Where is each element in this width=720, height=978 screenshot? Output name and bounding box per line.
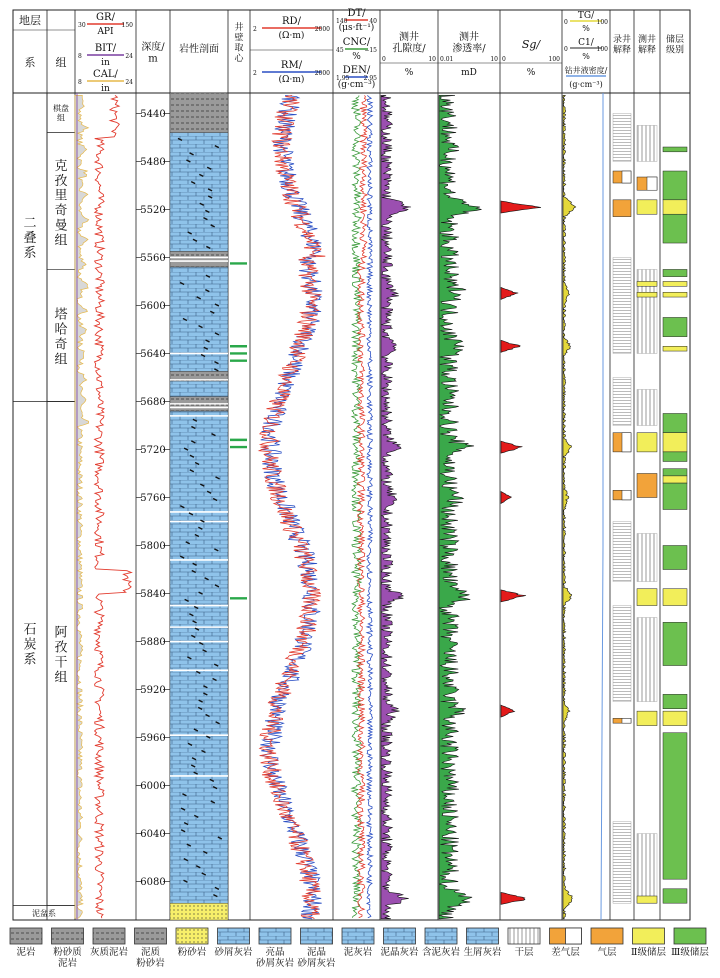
- depth-tick-label: 6080: [140, 877, 166, 889]
- cnc-max: −15: [364, 47, 377, 54]
- legend-label-class3: Ⅲ级储层: [671, 947, 709, 958]
- depth-tick-label: 5640: [140, 348, 166, 360]
- sg-peak: [501, 590, 526, 602]
- wl-interp-interval: [637, 473, 657, 497]
- bit-label: BIT/: [94, 43, 117, 54]
- legend-label-calc_mudstone: 灰质泥岩: [89, 947, 129, 958]
- dt-label: DT/: [347, 8, 366, 19]
- wl-dry-layer: [637, 125, 657, 161]
- mudlog-dry-layer: [613, 606, 631, 702]
- rd-label: RD/: [282, 16, 301, 27]
- legend-swatch-muddy_limestone: [425, 928, 457, 944]
- wl-interp-header: 测井解释: [637, 35, 657, 56]
- c1-unit: %: [582, 52, 590, 61]
- mudlog-dry-layer: [613, 257, 631, 353]
- cnc-label: CNC/: [342, 37, 371, 48]
- mudlog-dry-layer: [613, 522, 631, 582]
- perm-header: 测井渗透率/: [452, 32, 486, 55]
- mudlog-interp-interval-poor-half: [622, 433, 631, 452]
- depth-tick-label: 5800: [140, 541, 166, 553]
- legend-swatch-bioclastic: [467, 928, 499, 944]
- lithology-bed: [170, 903, 228, 920]
- lithology-header: 岩性剖面: [179, 44, 219, 55]
- wl-dry-layer: [637, 834, 657, 904]
- tg-max: 100: [596, 19, 608, 26]
- bit-min: 8: [78, 53, 82, 60]
- reservoir-grade-interval: [663, 413, 687, 432]
- depth-tick-label: 5520: [140, 204, 166, 216]
- cal-label: CAL/: [93, 69, 118, 80]
- porosity-header: 测井孔隙度/: [392, 32, 426, 55]
- reservoir-grade-interval: [663, 269, 687, 276]
- depth-tick-label: 5600: [140, 300, 166, 312]
- legend-label-mudstone: 泥岩: [16, 947, 36, 958]
- wl-interp-interval: [637, 281, 657, 286]
- chart-frame: [13, 10, 690, 920]
- mud-density-curve: [601, 93, 603, 920]
- depth-tick-label: 6040: [140, 829, 166, 841]
- den-min: 1.95: [336, 75, 350, 82]
- legend-label-poor_gas: 差气层: [551, 947, 580, 958]
- reservoir-grade-interval: [663, 694, 687, 708]
- legend-swatch-class3: [674, 928, 706, 944]
- reservoir-grade-interval: [663, 483, 687, 509]
- rd-min: 2: [253, 26, 257, 33]
- legend-swatch-calc_mudstone: [93, 928, 125, 944]
- grade-header: 储层级别: [665, 35, 685, 56]
- bit-max: 24: [125, 53, 133, 60]
- mudlog-interp-interval-poor-half: [622, 490, 631, 500]
- legend-swatch-dry: [508, 928, 540, 944]
- legend-swatch-marl: [342, 928, 374, 944]
- cal-max: 24: [125, 79, 133, 86]
- wl-interp-interval: [637, 200, 657, 214]
- lithology-bed: [170, 251, 228, 267]
- wl-interp-interval: [637, 292, 657, 297]
- strat-header: 地层: [19, 14, 41, 27]
- rd-max: 2000: [314, 26, 330, 33]
- cal-min: 8: [78, 79, 82, 86]
- sg-peak: [501, 287, 518, 299]
- depth-tick-label: 5560: [140, 252, 166, 264]
- mudlog-header: 录井解释: [612, 35, 632, 56]
- legend-swatch-micrite_limestone: [384, 928, 416, 944]
- c1-label: C1/: [578, 38, 594, 48]
- por-min: 0: [382, 56, 386, 63]
- system-name: 泥盆系: [32, 908, 56, 918]
- mudlog-dry-layer: [613, 822, 631, 904]
- legend-label-silty_mudstone: 粉砂质泥岩: [53, 947, 82, 969]
- sg-peak: [501, 892, 525, 904]
- wl-interp-interval: [637, 589, 657, 606]
- group-name: 塔哈奇组: [54, 307, 68, 368]
- wl-dry-layer: [637, 534, 657, 582]
- sg-peak: [501, 441, 522, 453]
- dt-curve: [357, 95, 367, 917]
- sg-peak: [501, 340, 520, 352]
- legend-swatch-class2: [633, 928, 665, 944]
- reservoir-grade-interval: [663, 214, 687, 243]
- reservoir-grade-interval: [663, 622, 687, 665]
- legend-label-marl: 泥灰岩: [343, 947, 373, 958]
- depth-tick-label: 5480: [140, 156, 166, 168]
- legend-label-sandy_limestone: 砂屑灰岩: [214, 947, 253, 958]
- wl-interp-interval: [637, 711, 657, 725]
- den-max: 2.95: [363, 75, 377, 82]
- dt-max: 40: [369, 18, 377, 25]
- sg-peak: [501, 492, 511, 504]
- por-unit: %: [404, 68, 414, 78]
- legend-label-micrite_sandy: 泥晶砂屑灰岩: [297, 947, 336, 969]
- reservoir-grade-interval: [663, 589, 687, 606]
- cal-unit: in: [101, 84, 110, 94]
- gr-min: 30: [78, 22, 86, 29]
- legend-label-siltstone: 粉砂岩: [177, 947, 207, 958]
- depth-tick-label: 6000: [140, 781, 166, 793]
- cnc-unit: %: [352, 52, 361, 62]
- legend-label-class2: Ⅱ级储层: [631, 947, 666, 958]
- perm-min: 0.01: [440, 56, 454, 63]
- lithology-bed: [170, 267, 228, 371]
- mud-density-label: 钻井液密度/: [564, 66, 608, 75]
- sg-unit: %: [526, 68, 536, 78]
- reservoir-grade-interval: [663, 317, 687, 336]
- perm-max: 10: [490, 56, 498, 63]
- reservoir-grade-interval: [663, 452, 687, 462]
- perm-unit: mD: [461, 68, 477, 78]
- gr-label: GR/: [96, 12, 115, 23]
- legend-label-shaly_siltstone: 泥质粉砂岩: [136, 947, 165, 969]
- depth-tick-label: 5840: [140, 589, 166, 601]
- reservoir-grade-interval: [663, 733, 687, 879]
- legend-label-bioclastic: 生屑灰岩: [463, 947, 502, 958]
- legend-swatch-mudstone: [10, 928, 42, 944]
- mudlog-interp-interval-poor-half: [622, 171, 631, 183]
- rm-curve: [260, 95, 322, 918]
- system-col-label: 系: [24, 56, 36, 69]
- legend-swatch-bright_crystal: [259, 928, 291, 944]
- depth-tick-label: 5920: [140, 685, 166, 697]
- depth-tick-label: 5760: [140, 492, 166, 504]
- legend-swatch-siltstone: [176, 928, 208, 944]
- porosity-curve: [381, 95, 411, 918]
- sg-peak: [501, 201, 541, 213]
- reservoir-grade-interval: [663, 469, 687, 476]
- mudlog-dry-layer: [613, 113, 631, 161]
- dt-unit: (μs·ft⁻¹): [338, 23, 375, 33]
- reservoir-grade-interval: [663, 200, 687, 214]
- den-label: DEN/: [342, 65, 371, 76]
- legend-swatch-poor-half: [566, 928, 582, 944]
- legend-label-gas: 气层: [597, 947, 617, 958]
- legend-swatch-micrite_sandy: [301, 928, 333, 944]
- rm-min: 2: [253, 70, 257, 77]
- legend-swatch-sandy_limestone: [218, 928, 250, 944]
- reservoir-grade-interval: [663, 147, 687, 152]
- lithology-bed: [170, 133, 228, 252]
- legend-label-muddy_limestone: 含泥灰岩: [421, 947, 461, 958]
- depth-tick-label: 5880: [140, 637, 166, 649]
- cnc-min: 45: [336, 47, 344, 54]
- depth-tick-label: 5440: [140, 108, 166, 120]
- gr-max: 150: [121, 22, 133, 29]
- sg-peak: [501, 705, 515, 717]
- reservoir-grade-interval: [663, 346, 687, 351]
- rm-label: RM/: [280, 60, 303, 71]
- wl-interp-interval: [637, 896, 657, 903]
- legend-label-bright_crystal: 亮晶砂屑灰岩: [255, 947, 295, 969]
- lithology-bed: [170, 93, 228, 133]
- reservoir-grade-interval: [663, 171, 687, 200]
- mudlog-interp-interval: [613, 200, 631, 217]
- system-name: 石炭系: [23, 622, 37, 668]
- depth-tick-label: 5720: [140, 444, 166, 456]
- depth-tick-label: 5680: [140, 396, 166, 408]
- c1-max: 100: [596, 46, 608, 53]
- por-max: 10: [428, 56, 436, 63]
- sg-header: Sg/: [521, 38, 541, 51]
- lithology-bed: [170, 411, 228, 903]
- depth-header: 深度/ m: [141, 42, 165, 65]
- bit-unit: in: [101, 58, 110, 68]
- legend-swatch-gas: [591, 928, 623, 944]
- legend-swatch-shaly_siltstone: [135, 928, 167, 944]
- lithology-bed: [170, 381, 228, 397]
- wl-interp-interval: [637, 433, 657, 452]
- mudlog-interp-interval-poor-half: [622, 718, 631, 723]
- group-name: 克孜里奇曼组: [54, 158, 68, 249]
- den-curve: [367, 95, 373, 917]
- legend-label-micrite_limestone: 泥晶灰岩: [380, 947, 419, 958]
- reservoir-grade-interval: [663, 711, 687, 725]
- dt-min: 140: [336, 18, 348, 25]
- gr-curve: [95, 95, 132, 918]
- legend-label-dry: 干层: [514, 947, 534, 958]
- depth-tick-label: 5960: [140, 733, 166, 745]
- reservoir-grade-interval: [663, 546, 687, 570]
- wl-dry-layer: [637, 389, 657, 425]
- tg-min: 0: [564, 19, 568, 26]
- rm-unit: (Ω·m): [278, 75, 305, 85]
- legend-swatch-silty_mudstone: [52, 928, 84, 944]
- sg-max: 100: [548, 56, 560, 63]
- reservoir-grade-interval: [663, 292, 687, 297]
- rd-unit: (Ω·m): [278, 31, 305, 41]
- tg-label: TG/: [577, 11, 595, 21]
- group-name: 棋盘组: [53, 104, 69, 123]
- rm-max: 2000: [314, 70, 330, 77]
- system-name: 二叠系: [23, 216, 37, 262]
- mudlog-dry-layer: [613, 377, 631, 425]
- tg-unit: %: [582, 24, 590, 33]
- reservoir-grade-interval: [663, 281, 687, 286]
- reservoir-grade-interval: [663, 476, 687, 483]
- den-unit: (g·cm⁻³): [337, 80, 376, 90]
- group-name: 阿孜干组: [54, 625, 68, 686]
- permeability-curve: [439, 95, 482, 918]
- core-header: 井壁取心: [234, 23, 244, 65]
- mud-density-unit: (g·cm⁻³): [569, 80, 603, 89]
- group-col-label: 组: [55, 56, 67, 69]
- reservoir-grade-interval: [663, 889, 687, 903]
- c1-min: 0: [564, 46, 568, 53]
- wl-interp-interval-poor-half: [647, 177, 657, 190]
- wl-dry-layer: [637, 618, 657, 702]
- tg-curve: [563, 95, 576, 918]
- sg-min: 0: [502, 56, 506, 63]
- reservoir-grade-interval: [663, 433, 687, 452]
- gr-unit: API: [97, 27, 114, 37]
